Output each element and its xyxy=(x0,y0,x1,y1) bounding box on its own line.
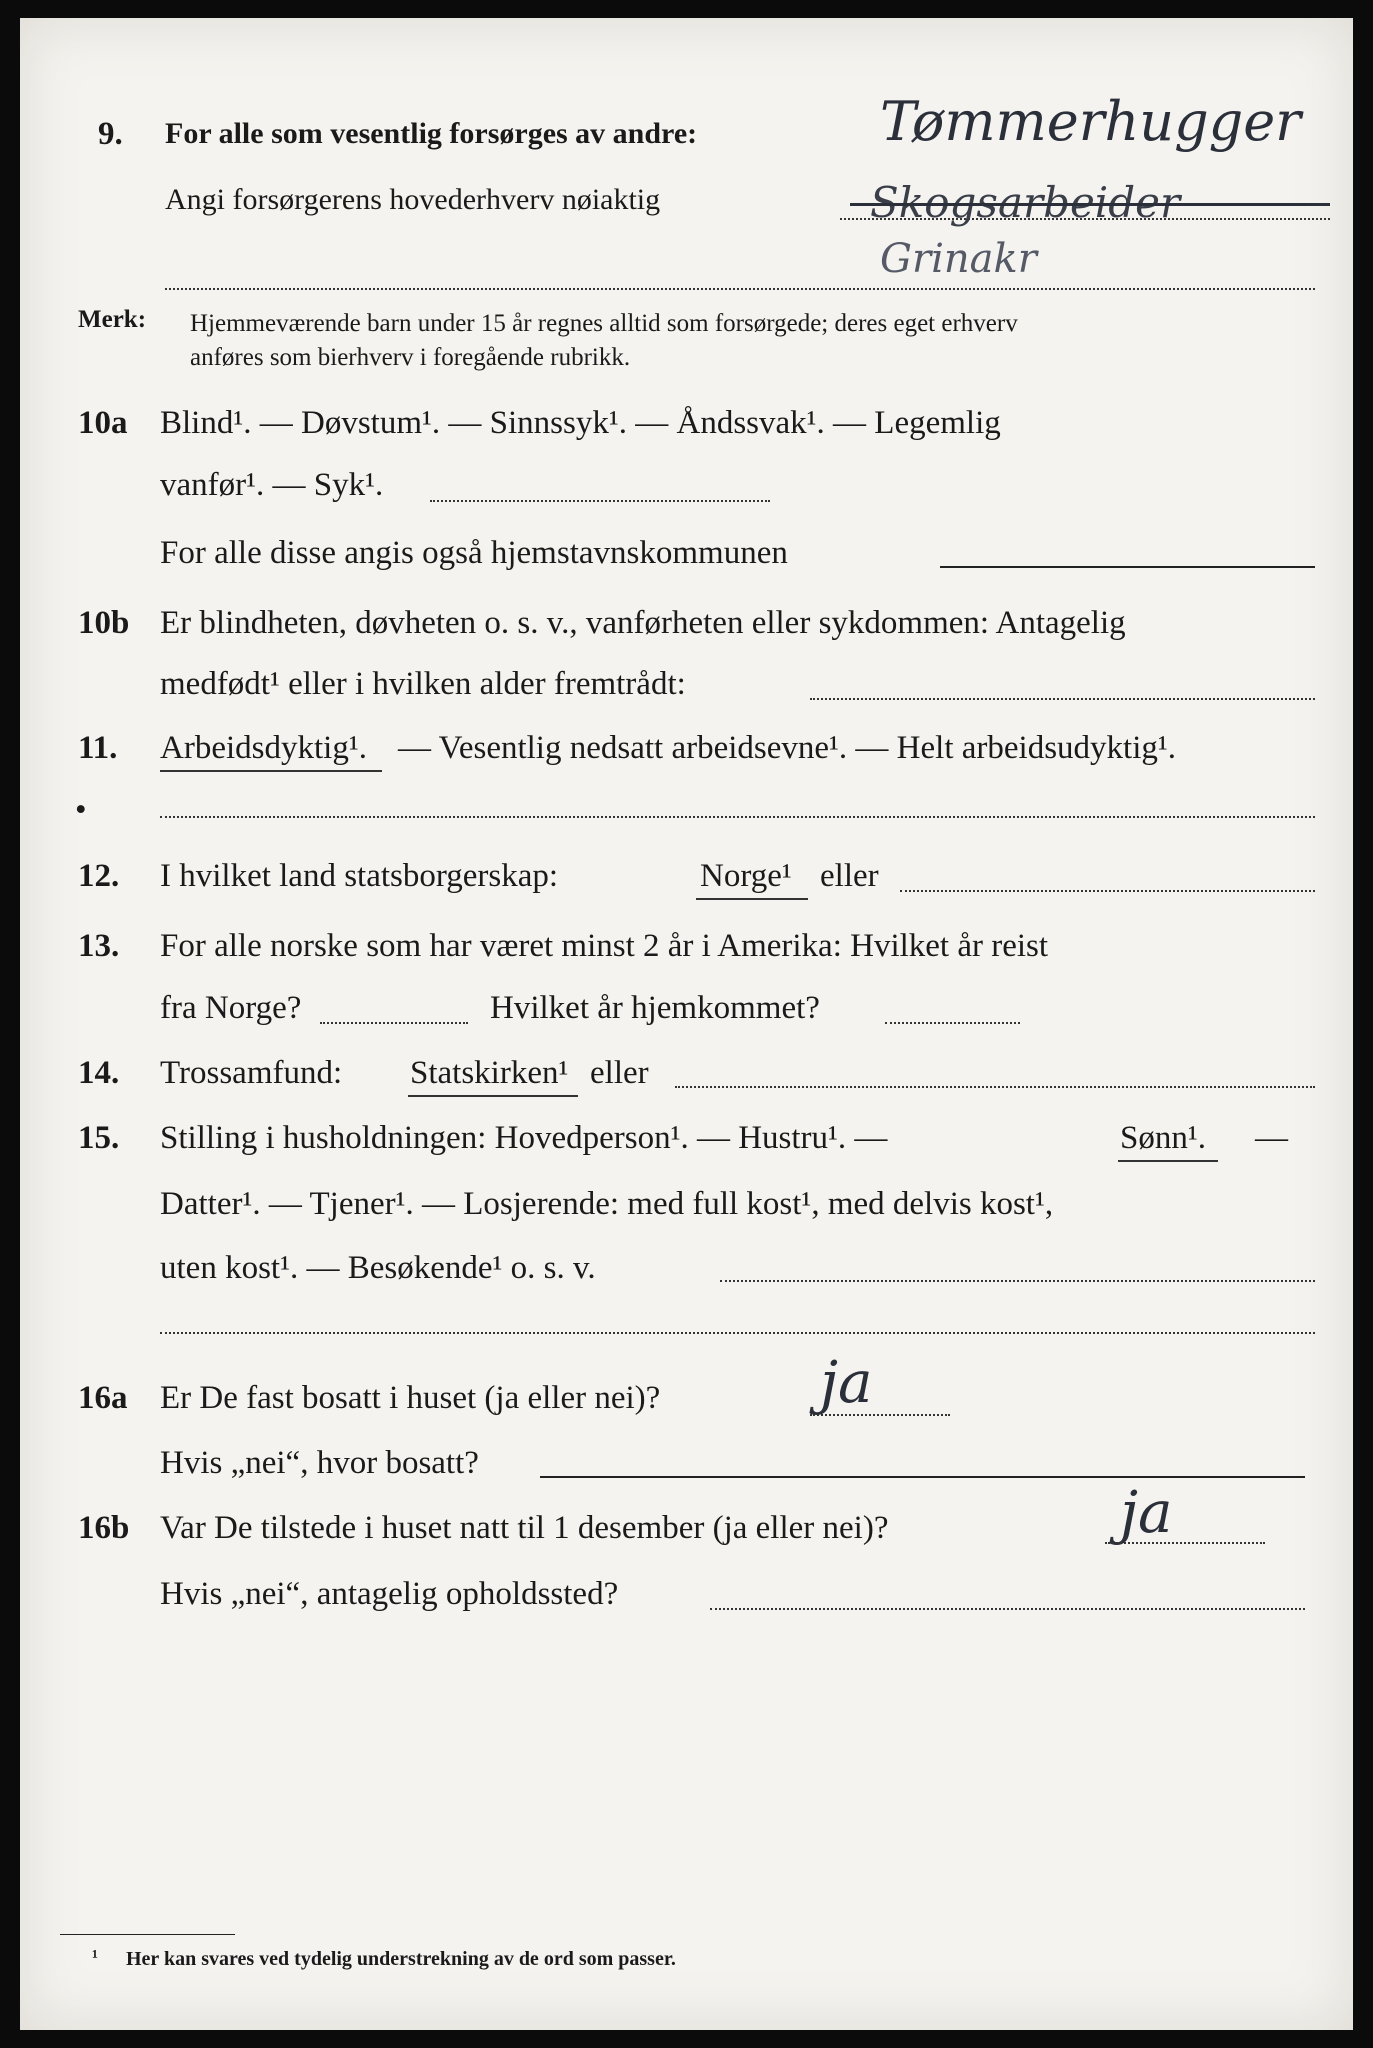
q11-answer-line xyxy=(160,816,1315,818)
q15-answer-line xyxy=(720,1280,1315,1282)
q10a-number: 10a xyxy=(78,405,128,441)
strikethrough-line xyxy=(850,203,1330,206)
q10b-line1: Er blindheten, døvheten o. s. v., vanførheten eller sykdommen: Antagelig xyxy=(160,605,1126,641)
q16a-number: 16a xyxy=(78,1380,128,1416)
bullet-mark: • xyxy=(75,792,87,828)
q15-number: 15. xyxy=(78,1120,120,1156)
q15-line1b: — xyxy=(1255,1120,1288,1156)
q10b-answer-line xyxy=(810,698,1315,700)
footnote-text: Her kan svares ved tydelig understrekning av de ord som passer. xyxy=(126,1948,676,1970)
q9-struck-answer: Skogsarbeider xyxy=(870,178,1181,227)
footnote-mark: ¹ xyxy=(92,1946,98,1968)
q16a-handwritten-answer: ja xyxy=(820,1348,873,1416)
q9-number: 9. xyxy=(98,116,123,152)
q13-hjem-line xyxy=(885,1022,1020,1024)
q10a-line3: For alle disse angis også hjemstavnskommunen xyxy=(160,535,788,571)
census-form-page xyxy=(20,18,1353,2030)
merk-label: Merk: xyxy=(78,306,147,333)
q14-text: Trossamfund: xyxy=(160,1055,343,1091)
q14-opt-statskirken: Statskirken¹ xyxy=(410,1055,569,1091)
merk-line1: Hjemmeværende barn under 15 år regnes alltid som forsørgede; deres eget erhverv xyxy=(190,310,1018,337)
q12-tail: eller xyxy=(820,858,879,894)
q16b-opholdssted-line xyxy=(710,1608,1305,1610)
q16b-handwritten-answer: ja xyxy=(1120,1478,1173,1546)
q10a-home-line xyxy=(940,566,1315,568)
q16a-line1: Er De fast bosatt i huset (ja eller nei)? xyxy=(160,1380,661,1416)
q13-line2b: Hvilket år hjemkommet? xyxy=(490,990,820,1026)
q15-line3: uten kost¹. — Besøkende¹ o. s. v. xyxy=(160,1250,596,1286)
q15-line2: Datter¹. — Tjener¹. — Losjerende: med full kost¹, med delvis kost¹, xyxy=(160,1186,1054,1222)
q14-answer-line xyxy=(675,1086,1315,1088)
q11-number: 11. xyxy=(78,730,118,766)
q16b-answer-line xyxy=(1105,1542,1265,1544)
q11-opt-arbeidsdyktig: Arbeidsdyktig¹. xyxy=(160,730,367,766)
q13-line2a: fra Norge? xyxy=(160,990,302,1026)
q9-line1: For alle som vesentlig forsørges av andre: xyxy=(165,117,698,150)
q16a-answer-line xyxy=(810,1414,950,1416)
q14-tail: eller xyxy=(590,1055,649,1091)
q9-separator xyxy=(165,288,1315,290)
q10a-line2: vanfør¹. — Syk¹. xyxy=(160,467,384,503)
q10a-syk-line xyxy=(430,500,770,502)
q13-number: 13. xyxy=(78,928,120,964)
q9-handwritten-answer: Tømmerhugger xyxy=(880,90,1301,153)
q9-line2: Angi forsørgerens hovederhverv nøiaktig xyxy=(165,183,661,216)
q12-text: I hvilket land statsborgerskap: xyxy=(160,858,559,894)
q13-line1: For alle norske som har været minst 2 år i Amerika: Hvilket år reist xyxy=(160,928,1049,964)
q12-opt-norge: Norge¹ xyxy=(700,858,792,894)
q16b-number: 16b xyxy=(78,1510,130,1546)
q16b-line1: Var De tilstede i huset natt til 1 desember (ja eller nei)? xyxy=(160,1510,889,1546)
q10a-line1: Blind¹. — Døvstum¹. — Sinnssyk¹. — Åndssvak¹. — Legemlig xyxy=(160,405,1001,441)
q12-underline xyxy=(696,898,808,900)
q15-line1a: Stilling i husholdningen: Hovedperson¹. — Hustru¹. — xyxy=(160,1120,888,1156)
q12-answer-line xyxy=(900,890,1315,892)
q16b-line2: Hvis „nei“, antagelig opholdssted? xyxy=(160,1576,619,1612)
q16a-line2: Hvis „nei“, hvor bosatt? xyxy=(160,1445,479,1481)
q10b-number: 10b xyxy=(78,605,130,641)
q14-number: 14. xyxy=(78,1055,120,1091)
q10b-line2: medfødt¹ eller i hvilken alder fremtrådt: xyxy=(160,666,686,702)
q15-extra-line xyxy=(160,1332,1315,1334)
q15-underline xyxy=(1118,1160,1218,1162)
q14-underline xyxy=(408,1095,578,1097)
q11-rest: — Vesentlig nedsatt arbeidsevne¹. — Helt arbeidsudyktig¹. xyxy=(398,730,1177,766)
footnote-rule xyxy=(60,1934,235,1935)
q12-number: 12. xyxy=(78,858,120,894)
q13-reist-line xyxy=(320,1022,468,1024)
q15-opt-sonn: Sønn¹. xyxy=(1120,1120,1206,1156)
merk-line2: anføres som bierhverv i foregående rubrikk. xyxy=(190,344,631,371)
q11-underline xyxy=(160,770,382,772)
q16a-bosatt-line xyxy=(540,1476,1305,1478)
q9-second-answer: Grinakr xyxy=(880,236,1037,282)
